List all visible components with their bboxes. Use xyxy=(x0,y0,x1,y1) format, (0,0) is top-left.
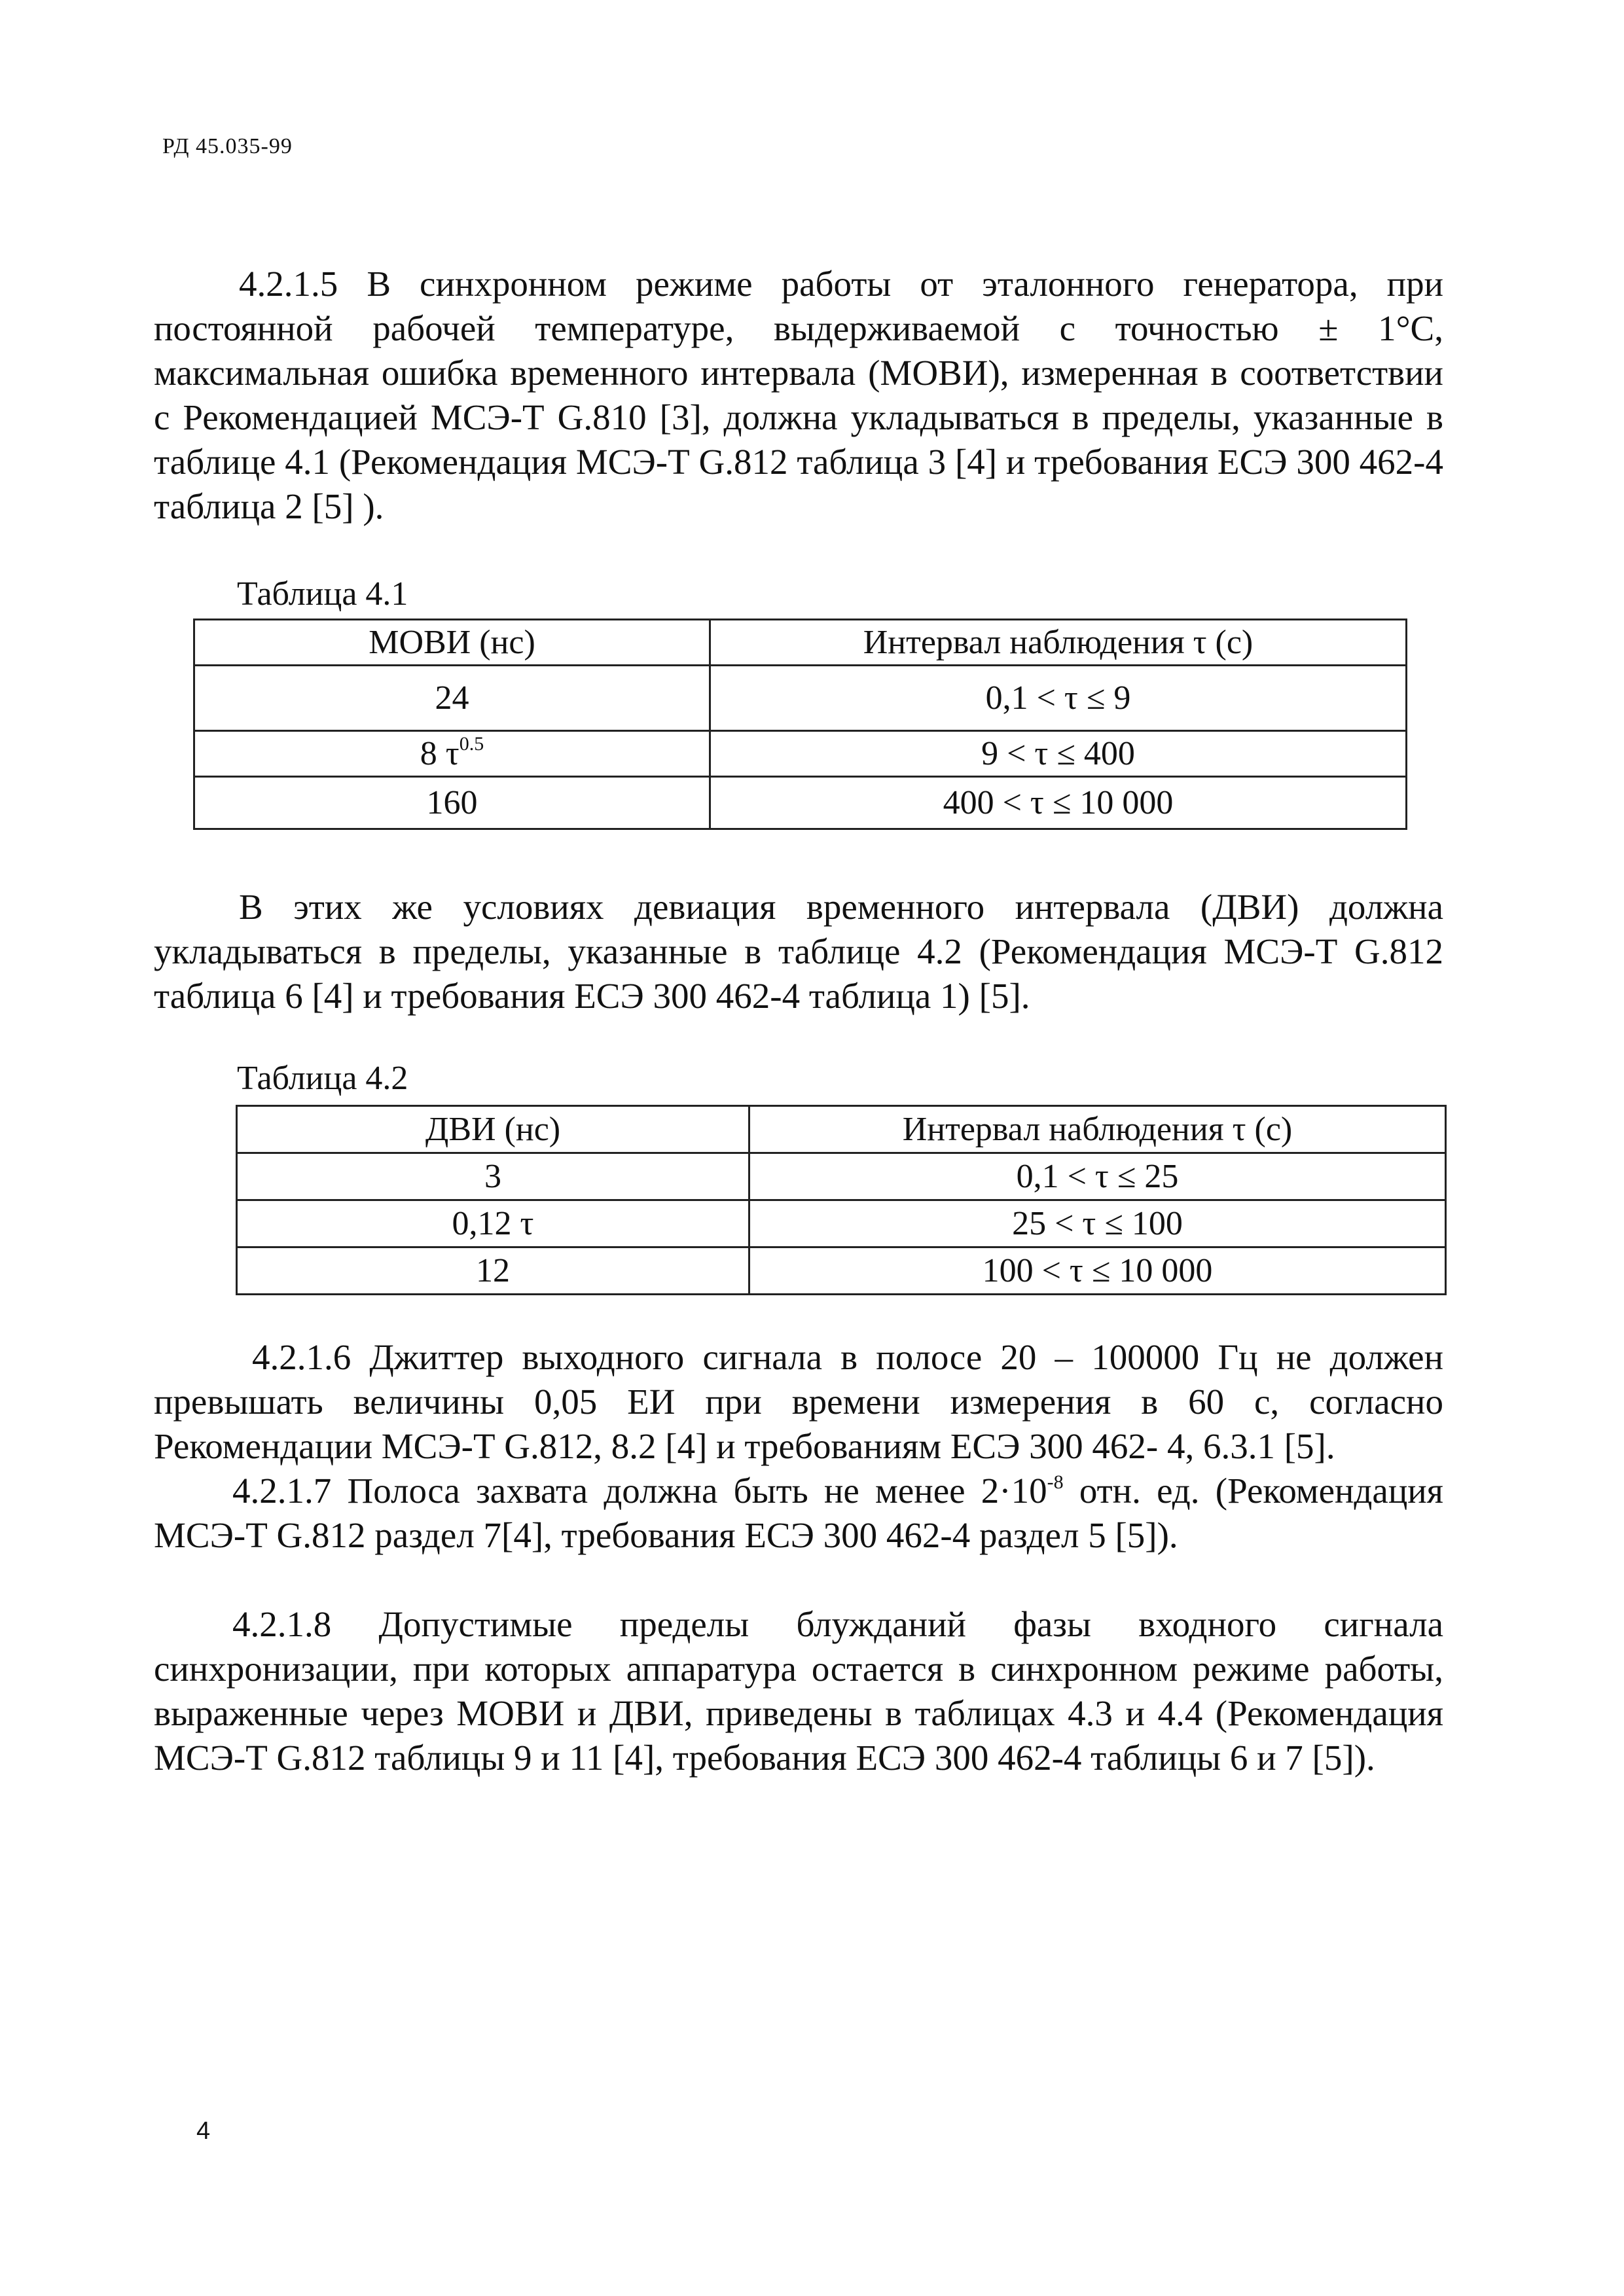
table-4-2-cell-tdev: 3 xyxy=(237,1153,749,1200)
table-row xyxy=(194,666,1407,731)
paragraph-tdev-text: В этих же условиях девиация временного интервала (ДВИ) должна укладываться в пределы, указанные в таблице 4.2 (Рекомендация МСЭ-Т G.812 таблица 6 [4] и требования ЕСЭ 300 462-4 таблица 1) [5]. xyxy=(154,887,1443,1016)
table-row xyxy=(237,1200,1446,1247)
paragraph-4-2-1-8 xyxy=(154,1602,1443,1780)
table-4-1-caption: Таблица 4.1 xyxy=(237,575,408,613)
paragraph-4-2-1-6 xyxy=(154,1335,1443,1469)
mtie-base: 8 τ xyxy=(420,735,460,772)
table-row xyxy=(194,777,1407,829)
paragraph-4-2-1-8-text: 4.2.1.8 Допустимые пределы блужданий фазы входного сигнала синхронизации, при которых аппаратура остается в синхронном режиме работы, выраженные через МОВИ и ДВИ, приведены в таблицах 4.3 и 4.4 (Рекомендация МСЭ-Т G.812 таблицы 9 и 11 [4], требования ЕСЭ 300 462-4 таблицы 6 и 7 [5]). xyxy=(154,1604,1443,1778)
table-4-1-header-mtie: МОВИ (нс) xyxy=(194,620,710,666)
table-4-2-cell-interval: 100 < τ ≤ 10 000 xyxy=(749,1247,1446,1295)
document-code: РД 45.035-99 xyxy=(162,134,293,158)
table-4-1-header-interval: Интервал наблюдения τ (с) xyxy=(710,620,1407,666)
table-4-1-cell-interval: 400 < τ ≤ 10 000 xyxy=(710,777,1407,829)
table-4-1-cell-mtie: 24 xyxy=(194,666,710,731)
table-4-2 xyxy=(236,1105,1447,1295)
table-4-1-header-row xyxy=(194,620,1407,666)
table-4-2-cell-tdev: 12 xyxy=(237,1247,749,1295)
table-4-1-cell-mtie: 160 xyxy=(194,777,710,829)
paragraph-4-2-1-7-text-before: 4.2.1.7 Полоса захвата должна быть не менее 2·10 xyxy=(232,1471,1047,1511)
table-row xyxy=(237,1247,1446,1295)
paragraph-tdev xyxy=(154,885,1443,1018)
paragraph-4-2-1-7-text-after: отн. ед. (Рекомендация МСЭ-Т G.812 раздел 7[4], требования ЕСЭ 300 462-4 раздел 5 [5]). xyxy=(154,1471,1443,1555)
table-4-2-cell-interval: 25 < τ ≤ 100 xyxy=(749,1200,1446,1247)
table-4-2-header-row xyxy=(237,1106,1446,1153)
table-row xyxy=(237,1153,1446,1200)
table-4-2-header-tdev: ДВИ (нс) xyxy=(237,1106,749,1153)
table-4-1 xyxy=(193,619,1407,830)
capture-range-exponent: -8 xyxy=(1047,1471,1064,1493)
paragraph-4-2-1-6-text: 4.2.1.6 Джиттер выходного сигнала в полосе 20 – 100000 Гц не должен превышать величины 0,05 ЕИ при времени измерения в 60 с, согласно Рекомендации МСЭ-Т G.812, 8.2 [4] и требованиям ЕСЭ 300 462- 4, 6.3.1 [5]. xyxy=(154,1337,1443,1466)
paragraph-4-2-1-7 xyxy=(154,1469,1443,1558)
paragraph-4-2-1-5-text: 4.2.1.5 В синхронном режиме работы от эталонного генератора, при постоянной рабочей температуре, выдерживаемой с точностью ± 1°С, максимальная ошибка временного интервала (МОВИ), измеренная в соответствии с Рекомендацией МСЭ-Т G.810 [3], должна укладываться в пределы, указанные в таблице 4.1 (Рекомендация МСЭ-Т G.812 таблица 3 [4] и требования ЕСЭ 300 462-4 таблица 2 [5] ). xyxy=(154,264,1443,526)
page-number: 4 xyxy=(196,2117,211,2145)
table-row xyxy=(194,731,1407,777)
table-4-1-cell-mtie xyxy=(194,731,710,777)
table-4-2-caption: Таблица 4.2 xyxy=(237,1060,408,1097)
paragraph-4-2-1-5 xyxy=(154,262,1443,529)
table-4-1-cell-interval: 0,1 < τ ≤ 9 xyxy=(710,666,1407,731)
table-4-1-cell-interval: 9 < τ ≤ 400 xyxy=(710,731,1407,777)
table-4-2-cell-interval: 0,1 < τ ≤ 25 xyxy=(749,1153,1446,1200)
table-4-2-header-interval: Интервал наблюдения τ (с) xyxy=(749,1106,1446,1153)
table-4-2-cell-tdev: 0,12 τ xyxy=(237,1200,749,1247)
mtie-exponent: 0.5 xyxy=(459,733,484,755)
